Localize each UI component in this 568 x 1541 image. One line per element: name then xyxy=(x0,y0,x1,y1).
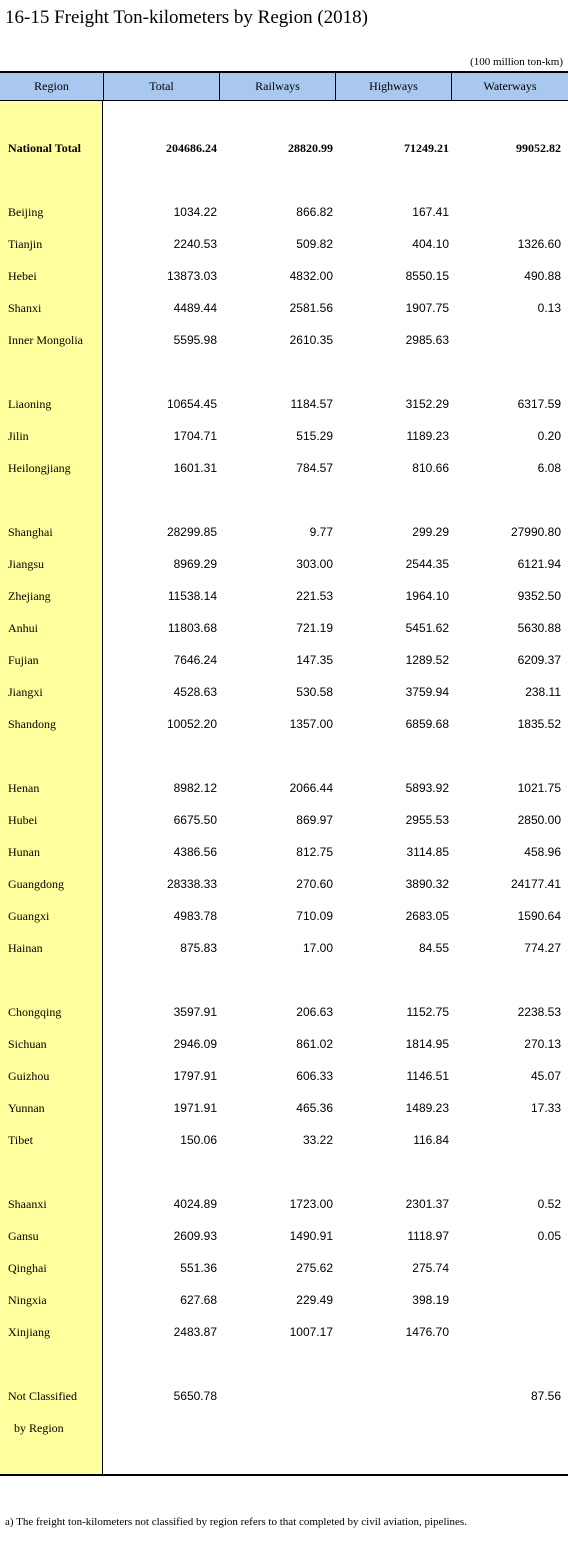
total-value: 4983.78 xyxy=(173,909,217,923)
waterways-value: 0.52 xyxy=(537,1197,561,1211)
table-row xyxy=(0,714,568,734)
table-row xyxy=(0,778,568,798)
table-row xyxy=(0,1322,568,1342)
region-name: Shanghai xyxy=(8,525,53,539)
total-value: 1601.31 xyxy=(173,461,217,475)
highways-value: 2544.35 xyxy=(405,557,449,571)
waterways-value: 1021.75 xyxy=(517,781,561,795)
total-value: 4489.44 xyxy=(173,301,217,315)
total-value: 627.68 xyxy=(180,1293,217,1307)
header-waterways: Waterways xyxy=(483,79,537,93)
waterways-value: 1326.60 xyxy=(517,237,561,251)
total-value: 28338.33 xyxy=(166,877,217,891)
total-value: 5595.98 xyxy=(173,333,217,347)
region-name: Hebei xyxy=(8,269,37,283)
region-name: Hubei xyxy=(8,813,38,827)
railways-value: 509.82 xyxy=(296,237,333,251)
highways-value: 810.66 xyxy=(412,461,449,475)
waterways-value: 490.88 xyxy=(524,269,561,283)
region-name: Qinghai xyxy=(8,1261,47,1275)
region-name: Jiangsu xyxy=(8,557,44,571)
total-value: 1971.91 xyxy=(173,1101,217,1115)
total-value: 2609.93 xyxy=(173,1229,217,1243)
railways-value: 229.49 xyxy=(296,1293,333,1307)
table-row xyxy=(0,202,568,222)
railways-value: 9.77 xyxy=(309,525,333,539)
highways-value: 167.41 xyxy=(412,205,449,219)
unit-label: (100 million ton-km) xyxy=(470,56,563,68)
highways-value: 2301.37 xyxy=(405,1197,449,1211)
highways-value: 116.84 xyxy=(413,1133,449,1147)
table-row xyxy=(0,810,568,830)
table-header xyxy=(0,73,568,101)
railways-value: 303.00 xyxy=(296,557,333,571)
waterways-value: 6.08 xyxy=(537,461,561,475)
waterways-value: 458.96 xyxy=(524,845,561,859)
highways-value: 1289.52 xyxy=(405,653,449,667)
railways-value: 1184.57 xyxy=(290,397,333,411)
railways-value: 784.57 xyxy=(296,461,333,475)
total-value: 1034.22 xyxy=(173,205,217,219)
total-value: 11803.68 xyxy=(167,621,217,635)
highways-value: 5451.62 xyxy=(405,621,449,635)
highways-value: 5893.92 xyxy=(405,781,449,795)
waterways-value: 5630.88 xyxy=(517,621,561,635)
railways-value: 206.63 xyxy=(296,1005,333,1019)
highways-value: 2683.05 xyxy=(405,909,449,923)
total-value: 150.06 xyxy=(180,1133,217,1147)
railways-value: 28820.99 xyxy=(288,141,333,155)
total-value: 6675.50 xyxy=(173,813,217,827)
total-value: 2946.09 xyxy=(173,1037,217,1051)
region-name: Tibet xyxy=(8,1133,33,1147)
table-row xyxy=(0,458,568,478)
total-value: 7646.24 xyxy=(173,653,217,667)
total-value: 204686.24 xyxy=(166,141,217,155)
railways-value: 270.60 xyxy=(296,877,333,891)
region-name: Anhui xyxy=(8,621,38,635)
region-name: Guizhou xyxy=(8,1069,50,1083)
table-row xyxy=(0,426,568,446)
highways-value: 1189.23 xyxy=(406,429,449,443)
region-name: Guangxi xyxy=(8,909,50,923)
railways-value: 275.62 xyxy=(296,1261,333,1275)
table-row xyxy=(0,1034,568,1054)
highways-value: 71249.21 xyxy=(404,141,449,155)
waterways-value: 774.27 xyxy=(524,941,561,955)
highways-value: 1814.95 xyxy=(405,1037,449,1051)
page-title: 16-15 Freight Ton-kilometers by Region (2018) xyxy=(5,7,368,28)
table-row xyxy=(0,298,568,318)
waterways-value: 0.05 xyxy=(537,1229,561,1243)
total-value: 551.36 xyxy=(180,1261,217,1275)
railways-value: 866.82 xyxy=(296,205,333,219)
railways-value: 465.36 xyxy=(296,1101,333,1115)
waterways-value: 24177.41 xyxy=(510,877,561,891)
table-row xyxy=(0,234,568,254)
railways-value: 721.19 xyxy=(296,621,333,635)
table-row xyxy=(0,1098,568,1118)
table-bottom-rule xyxy=(0,1474,568,1476)
waterways-value: 238.11 xyxy=(525,685,561,699)
railways-value: 2581.56 xyxy=(289,301,333,315)
highways-value: 404.10 xyxy=(412,237,449,251)
total-value: 11538.14 xyxy=(167,589,217,603)
highways-value: 299.29 xyxy=(412,525,449,539)
table-row xyxy=(0,554,568,574)
highways-value: 2955.53 xyxy=(405,813,449,827)
total-value: 10052.20 xyxy=(166,717,217,731)
region-name: Henan xyxy=(8,781,40,795)
railways-value: 221.53 xyxy=(296,589,333,603)
region-name: Hunan xyxy=(8,845,40,859)
railways-value: 4832.00 xyxy=(289,269,333,283)
waterways-value: 270.13 xyxy=(524,1037,561,1051)
railways-value: 1007.17 xyxy=(289,1325,333,1339)
waterways-value: 6317.59 xyxy=(517,397,561,411)
region-name: Fujian xyxy=(8,653,39,667)
region-name: Heilongjiang xyxy=(8,461,71,475)
waterways-value: 87.56 xyxy=(530,1389,561,1403)
header-total: Total xyxy=(104,73,220,100)
table-row xyxy=(0,266,568,286)
table-row xyxy=(0,1130,568,1150)
highways-value: 6859.68 xyxy=(405,717,449,731)
railways-value: 606.33 xyxy=(296,1069,333,1083)
railways-value: 1723.00 xyxy=(289,1197,333,1211)
waterways-value: 1590.64 xyxy=(517,909,561,923)
table-row xyxy=(0,1290,568,1310)
highways-value: 1489.23 xyxy=(405,1101,449,1115)
region-name: Not Classified xyxy=(8,1389,77,1403)
region-name: Jiangxi xyxy=(8,685,43,699)
region-name: Tianjin xyxy=(8,237,43,251)
total-value: 4024.89 xyxy=(173,1197,217,1211)
railways-value: 1357.00 xyxy=(289,717,333,731)
total-value: 3597.91 xyxy=(173,1005,217,1019)
region-name: Xinjiang xyxy=(8,1325,50,1339)
total-value: 875.83 xyxy=(180,941,217,955)
table-row xyxy=(0,522,568,542)
total-value: 8969.29 xyxy=(173,557,217,571)
railways-value: 1490.91 xyxy=(289,1229,333,1243)
railways-value: 530.58 xyxy=(296,685,333,699)
region-name: National Total xyxy=(8,141,82,155)
region-name: Shandong xyxy=(8,717,56,731)
table-row xyxy=(0,1066,568,1086)
table-row xyxy=(0,1194,568,1214)
waterways-value: 1835.52 xyxy=(517,717,561,731)
table-row xyxy=(0,906,568,926)
region-name: Shanxi xyxy=(8,301,42,315)
railways-value: 710.09 xyxy=(296,909,333,923)
table-row xyxy=(0,938,568,958)
highways-value: 3152.29 xyxy=(405,397,449,411)
waterways-value: 99052.82 xyxy=(516,141,561,155)
waterways-value: 27990.80 xyxy=(510,525,561,539)
highways-value: 3759.94 xyxy=(405,685,449,699)
table-row xyxy=(0,1418,568,1438)
table-row xyxy=(0,618,568,638)
highways-value: 1476.70 xyxy=(405,1325,449,1339)
railways-value: 2610.35 xyxy=(289,333,333,347)
total-value: 1797.91 xyxy=(173,1069,217,1083)
national-total-row xyxy=(0,138,568,158)
header-railways: Railways xyxy=(220,73,336,100)
railways-value: 2066.44 xyxy=(289,781,333,795)
railways-value: 812.75 xyxy=(296,845,333,859)
total-value: 2483.87 xyxy=(173,1325,217,1339)
total-value: 8982.12 xyxy=(173,781,217,795)
footnote: a) The freight ton-kilometers not classified by region refers to that completed by civil aviation, pipelines. xyxy=(5,1516,467,1528)
total-value: 4528.63 xyxy=(173,685,217,699)
region-name: Hainan xyxy=(8,941,43,955)
waterways-value: 6121.94 xyxy=(517,557,561,571)
waterways-value: 0.20 xyxy=(537,429,561,443)
railways-value: 515.29 xyxy=(296,429,333,443)
region-name: Inner Mongolia xyxy=(8,333,83,347)
waterways-value: 2238.53 xyxy=(517,1005,561,1019)
total-value: 10654.45 xyxy=(166,397,217,411)
table-row xyxy=(0,330,568,350)
highways-value: 2985.63 xyxy=(405,333,449,347)
waterways-value: 45.07 xyxy=(530,1069,561,1083)
total-value: 5650.78 xyxy=(173,1389,217,1403)
railways-value: 869.97 xyxy=(296,813,333,827)
table-row xyxy=(0,1226,568,1246)
highways-value: 1118.97 xyxy=(407,1229,449,1243)
region-name: Guangdong xyxy=(8,877,64,891)
waterways-value: 9352.50 xyxy=(517,589,561,603)
table-row xyxy=(0,1386,568,1406)
region-name: Beijing xyxy=(8,205,44,219)
highways-value: 1146.51 xyxy=(406,1069,449,1083)
highways-value: 3114.85 xyxy=(406,845,449,859)
railways-value: 861.02 xyxy=(296,1037,333,1051)
railways-value: 33.22 xyxy=(302,1133,333,1147)
table-row xyxy=(0,1002,568,1022)
table-row xyxy=(0,1258,568,1278)
waterways-value: 17.33 xyxy=(530,1101,561,1115)
table-row xyxy=(0,874,568,894)
highways-value: 1152.75 xyxy=(406,1005,449,1019)
table-row xyxy=(0,842,568,862)
region-name: Liaoning xyxy=(8,397,52,411)
highways-value: 1964.10 xyxy=(405,589,449,603)
total-value: 2240.53 xyxy=(173,237,217,251)
highways-value: 275.74 xyxy=(412,1261,449,1275)
highways-value: 398.19 xyxy=(412,1293,449,1307)
highways-value: 84.55 xyxy=(418,941,449,955)
region-name: Zhejiang xyxy=(8,589,51,603)
header-region: Region xyxy=(0,73,104,100)
waterways-value: 6209.37 xyxy=(517,653,561,667)
waterways-value: 0.13 xyxy=(537,301,561,315)
region-name: Shaanxi xyxy=(8,1197,47,1211)
table-row xyxy=(0,682,568,702)
total-value: 28299.85 xyxy=(166,525,217,539)
railways-value: 147.35 xyxy=(296,653,333,667)
table-row xyxy=(0,650,568,670)
waterways-value: 2850.00 xyxy=(517,813,561,827)
header-highways: Highways xyxy=(336,73,452,100)
region-name: by Region xyxy=(8,1421,64,1435)
region-name: Ningxia xyxy=(8,1293,47,1307)
railways-value: 17.00 xyxy=(302,941,333,955)
total-value: 13873.03 xyxy=(166,269,217,283)
region-name: Chongqing xyxy=(8,1005,62,1019)
total-value: 1704.71 xyxy=(173,429,217,443)
table-row xyxy=(0,394,568,414)
region-name: Jilin xyxy=(8,429,29,443)
region-name: Yunnan xyxy=(8,1101,45,1115)
region-name: Gansu xyxy=(8,1229,39,1243)
highways-value: 8550.15 xyxy=(405,269,449,283)
region-name: Sichuan xyxy=(8,1037,47,1051)
highways-value: 1907.75 xyxy=(405,301,449,315)
table-row xyxy=(0,586,568,606)
total-value: 4386.56 xyxy=(173,845,217,859)
highways-value: 3890.32 xyxy=(405,877,449,891)
